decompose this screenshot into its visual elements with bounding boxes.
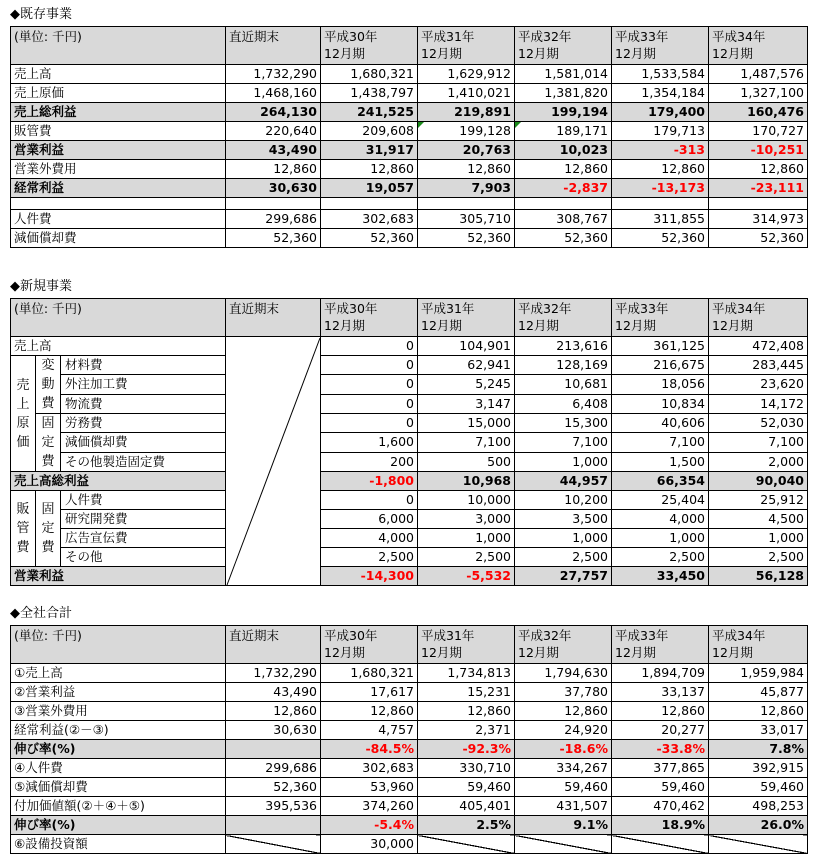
value-cell: 10,000 — [418, 491, 515, 510]
value-cell: 405,401 — [418, 797, 515, 816]
table-row — [11, 414, 808, 433]
value-cell: 25,912 — [709, 491, 808, 510]
value-cell: 0 — [321, 414, 418, 433]
row-label: 営業利益 — [11, 567, 226, 586]
value-cell: 19,057 — [321, 179, 418, 198]
value-cell: -33.8% — [612, 740, 709, 759]
value-cell: 1,600 — [321, 433, 418, 452]
value-cell: -1,800 — [321, 472, 418, 491]
table-row — [11, 721, 808, 740]
column-header: 平成32年 12月期 — [515, 27, 612, 65]
value-cell: 4,000 — [612, 510, 709, 529]
value-cell: 2,500 — [418, 548, 515, 567]
value-cell: 12,860 — [709, 160, 808, 179]
row-label: 人件費 — [11, 210, 226, 229]
value-cell: 2,371 — [418, 721, 515, 740]
value-cell: 10,968 — [418, 472, 515, 491]
value-cell: 33,017 — [709, 721, 808, 740]
table-row — [11, 529, 808, 548]
value-cell: 53,960 — [321, 778, 418, 797]
table-row — [11, 472, 808, 491]
value-cell: 52,360 — [612, 229, 709, 248]
unit-label: (単位: 千円) — [11, 299, 226, 337]
value-cell: 90,040 — [709, 472, 808, 491]
value-cell: 470,462 — [612, 797, 709, 816]
value-cell: 1,327,100 — [709, 84, 808, 103]
table-row — [11, 394, 808, 413]
value-cell: 1,680,321 — [321, 664, 418, 683]
value-cell: 59,460 — [418, 778, 515, 797]
value-cell: 305,710 — [418, 210, 515, 229]
variable-cost-label: 変動費 — [36, 356, 61, 414]
value-cell: 6,408 — [515, 394, 612, 413]
table-row — [11, 179, 808, 198]
value-cell — [612, 198, 709, 210]
value-cell: 128,169 — [515, 356, 612, 375]
value-cell: 52,360 — [709, 229, 808, 248]
value-cell: 26.0% — [709, 816, 808, 835]
value-cell — [418, 198, 515, 210]
value-cell: 0 — [321, 375, 418, 394]
value-cell: 361,125 — [612, 337, 709, 356]
value-cell: 219,891 — [418, 103, 515, 122]
value-cell: 1,410,021 — [418, 84, 515, 103]
slashed-cell — [226, 835, 321, 854]
value-cell: 498,253 — [709, 797, 808, 816]
value-cell: 1,468,160 — [226, 84, 321, 103]
table-row — [11, 778, 808, 797]
column-header: 平成31年 12月期 — [418, 299, 515, 337]
value-cell: 299,686 — [226, 210, 321, 229]
value-cell: 10,200 — [515, 491, 612, 510]
value-cell: 189,171 — [515, 122, 612, 141]
row-label: 人件費 — [61, 491, 226, 510]
column-header: 平成32年 12月期 — [515, 626, 612, 664]
row-label: 販管費 — [11, 122, 226, 141]
value-cell: 31,917 — [321, 141, 418, 160]
row-label: 減価償却費 — [11, 229, 226, 248]
value-cell: 12,860 — [612, 160, 709, 179]
row-label: 伸び率(%) — [11, 816, 226, 835]
value-cell: 241,525 — [321, 103, 418, 122]
value-cell: 52,360 — [321, 229, 418, 248]
table-row — [11, 229, 808, 248]
table-row — [11, 198, 808, 210]
table-row — [11, 835, 808, 854]
value-cell: 10,023 — [515, 141, 612, 160]
value-cell: 1,894,709 — [612, 664, 709, 683]
value-cell: -5,532 — [418, 567, 515, 586]
value-cell: 199,128 — [418, 122, 515, 141]
total-section-title: ◆全社合計 — [10, 606, 72, 621]
column-header: 直近期末 — [226, 626, 321, 664]
column-header: 平成31年 12月期 — [418, 626, 515, 664]
table-row — [11, 452, 808, 471]
table-row — [11, 337, 808, 356]
value-cell: 7,903 — [418, 179, 515, 198]
value-cell: -23,111 — [709, 179, 808, 198]
value-cell: 1,000 — [515, 529, 612, 548]
company-total-table — [10, 625, 808, 854]
value-cell — [321, 198, 418, 210]
value-cell: 0 — [321, 356, 418, 375]
value-cell: 7,100 — [612, 433, 709, 452]
value-cell: 12,860 — [226, 160, 321, 179]
value-cell: 170,727 — [709, 122, 808, 141]
table-row — [11, 491, 808, 510]
value-cell: 0 — [321, 491, 418, 510]
value-cell — [226, 198, 321, 210]
header-row — [11, 626, 808, 664]
row-label: ②営業利益 — [11, 683, 226, 702]
value-cell: 302,683 — [321, 759, 418, 778]
slashed-cell — [226, 816, 321, 835]
value-cell: 30,630 — [226, 721, 321, 740]
value-cell: 1,734,813 — [418, 664, 515, 683]
slashed-cell — [515, 835, 612, 854]
slashed-cell — [709, 835, 808, 854]
value-cell: 1,794,630 — [515, 664, 612, 683]
existing-section-title: ◆既存事業 — [10, 7, 72, 22]
column-header: 平成34年 12月期 — [709, 626, 808, 664]
value-cell: 12,860 — [612, 702, 709, 721]
value-cell: 4,500 — [709, 510, 808, 529]
value-cell: 40,606 — [612, 414, 709, 433]
value-cell: 15,300 — [515, 414, 612, 433]
table-row — [11, 510, 808, 529]
row-label: 物流費 — [61, 394, 226, 413]
value-cell — [709, 198, 808, 210]
row-label: 伸び率(%) — [11, 740, 226, 759]
value-cell: 1,629,912 — [418, 65, 515, 84]
value-cell: 20,763 — [418, 141, 515, 160]
value-cell: 1,438,797 — [321, 84, 418, 103]
sga-group-label: 販管費 — [11, 491, 36, 567]
column-header: 平成33年 12月期 — [612, 27, 709, 65]
value-cell: 12,860 — [709, 702, 808, 721]
table-row — [11, 160, 808, 179]
value-cell: 1,487,576 — [709, 65, 808, 84]
value-cell: -10,251 — [709, 141, 808, 160]
row-label: 売上高 — [11, 65, 226, 84]
value-cell: 1,000 — [515, 452, 612, 471]
value-cell: 52,360 — [515, 229, 612, 248]
value-cell: -2,837 — [515, 179, 612, 198]
value-cell: 62,941 — [418, 356, 515, 375]
value-cell: 7.8% — [709, 740, 808, 759]
value-cell: 431,507 — [515, 797, 612, 816]
value-cell: 45,877 — [709, 683, 808, 702]
value-cell: 33,137 — [612, 683, 709, 702]
value-cell: 1,732,290 — [226, 65, 321, 84]
value-cell: 6,000 — [321, 510, 418, 529]
table-row — [11, 664, 808, 683]
table-row — [11, 683, 808, 702]
table-row — [11, 141, 808, 160]
header-row — [11, 27, 808, 65]
row-label: 売上高 — [11, 337, 226, 356]
value-cell: 1,581,014 — [515, 65, 612, 84]
table-row — [11, 797, 808, 816]
value-cell: -14,300 — [321, 567, 418, 586]
value-cell: 52,360 — [418, 229, 515, 248]
row-label — [11, 198, 226, 210]
value-cell: 12,860 — [321, 160, 418, 179]
value-cell: 377,865 — [612, 759, 709, 778]
value-cell: -18.6% — [515, 740, 612, 759]
value-cell: 0 — [321, 337, 418, 356]
column-header: 直近期末 — [226, 299, 321, 337]
value-cell: 52,030 — [709, 414, 808, 433]
value-cell: 311,855 — [612, 210, 709, 229]
value-cell: 209,608 — [321, 122, 418, 141]
row-label: 付加価値額(②＋④＋⑤) — [11, 797, 226, 816]
value-cell: -84.5% — [321, 740, 418, 759]
value-cell: 1,500 — [612, 452, 709, 471]
value-cell: 17,617 — [321, 683, 418, 702]
value-cell: 302,683 — [321, 210, 418, 229]
row-label: 経常利益 — [11, 179, 226, 198]
value-cell: 472,408 — [709, 337, 808, 356]
table-row — [11, 702, 808, 721]
table-row — [11, 103, 808, 122]
value-cell: 1,381,820 — [515, 84, 612, 103]
value-cell: 4,757 — [321, 721, 418, 740]
new-business-table — [10, 298, 808, 586]
value-cell: 2,500 — [515, 548, 612, 567]
value-cell: 104,901 — [418, 337, 515, 356]
value-cell: 0 — [321, 394, 418, 413]
value-cell: 7,100 — [709, 433, 808, 452]
slashed-cell — [226, 740, 321, 759]
row-label: ⑥設備投資額 — [11, 835, 226, 854]
value-cell: -5.4% — [321, 816, 418, 835]
value-cell: 12,860 — [418, 702, 515, 721]
row-label: ⑤減価償却費 — [11, 778, 226, 797]
value-cell: 20,277 — [612, 721, 709, 740]
value-cell: 12,860 — [515, 160, 612, 179]
blank-cell — [226, 337, 321, 586]
value-cell: 66,354 — [612, 472, 709, 491]
value-cell: 59,460 — [709, 778, 808, 797]
value-cell: 43,490 — [226, 683, 321, 702]
row-label: 外注加工費 — [61, 375, 226, 394]
table-row — [11, 433, 808, 452]
row-label: 研究開発費 — [61, 510, 226, 529]
value-cell: 18,056 — [612, 375, 709, 394]
table-row — [11, 816, 808, 835]
sga-fixed-label: 固定費 — [36, 491, 61, 567]
value-cell: 2,500 — [612, 548, 709, 567]
unit-label: (単位: 千円) — [11, 626, 226, 664]
row-label: 経常利益(②－③) — [11, 721, 226, 740]
row-label: 減価償却費 — [61, 433, 226, 452]
value-cell: 3,147 — [418, 394, 515, 413]
value-cell: 160,476 — [709, 103, 808, 122]
value-cell — [515, 198, 612, 210]
value-cell: 14,172 — [709, 394, 808, 413]
value-cell: 5,245 — [418, 375, 515, 394]
table-row — [11, 375, 808, 394]
value-cell: 9.1% — [515, 816, 612, 835]
value-cell: 59,460 — [612, 778, 709, 797]
table-row — [11, 548, 808, 567]
value-cell: 500 — [418, 452, 515, 471]
row-label: 売上高総利益 — [11, 472, 226, 491]
row-label: その他 — [61, 548, 226, 567]
value-cell: 7,100 — [418, 433, 515, 452]
row-label: 材料費 — [61, 356, 226, 375]
value-cell: -92.3% — [418, 740, 515, 759]
column-header: 平成34年 12月期 — [709, 299, 808, 337]
value-cell: -13,173 — [612, 179, 709, 198]
table-row — [11, 65, 808, 84]
column-header: 平成33年 12月期 — [612, 299, 709, 337]
value-cell: 1,959,984 — [709, 664, 808, 683]
slashed-cell — [612, 835, 709, 854]
table-row — [11, 210, 808, 229]
value-cell: 200 — [321, 452, 418, 471]
value-cell: 12,860 — [226, 702, 321, 721]
value-cell: 27,757 — [515, 567, 612, 586]
table-row — [11, 759, 808, 778]
value-cell: 37,780 — [515, 683, 612, 702]
column-header: 平成33年 12月期 — [612, 626, 709, 664]
value-cell: 12,860 — [515, 702, 612, 721]
row-label: 広告宣伝費 — [61, 529, 226, 548]
value-cell: 15,000 — [418, 414, 515, 433]
value-cell: 1,680,321 — [321, 65, 418, 84]
column-header: 平成31年 12月期 — [418, 27, 515, 65]
value-cell: 395,536 — [226, 797, 321, 816]
value-cell: 1,354,184 — [612, 84, 709, 103]
value-cell: 30,630 — [226, 179, 321, 198]
value-cell: 1,732,290 — [226, 664, 321, 683]
column-header: 直近期末 — [226, 27, 321, 65]
value-cell: -313 — [612, 141, 709, 160]
table-row — [11, 356, 808, 375]
row-label: 労務費 — [61, 414, 226, 433]
value-cell: 216,675 — [612, 356, 709, 375]
header-row — [11, 299, 808, 337]
column-header: 平成32年 12月期 — [515, 299, 612, 337]
column-header: 平成30年 12月期 — [321, 27, 418, 65]
value-cell: 52,360 — [226, 229, 321, 248]
value-cell: 10,834 — [612, 394, 709, 413]
row-label: ①売上高 — [11, 664, 226, 683]
value-cell: 199,194 — [515, 103, 612, 122]
value-cell: 1,000 — [709, 529, 808, 548]
value-cell: 7,100 — [515, 433, 612, 452]
value-cell: 314,973 — [709, 210, 808, 229]
table-row — [11, 122, 808, 141]
value-cell: 1,000 — [612, 529, 709, 548]
column-header: 平成30年 12月期 — [321, 626, 418, 664]
value-cell: 3,000 — [418, 510, 515, 529]
value-cell: 299,686 — [226, 759, 321, 778]
column-header: 平成34年 12月期 — [709, 27, 808, 65]
row-label: 売上総利益 — [11, 103, 226, 122]
value-cell: 12,860 — [321, 702, 418, 721]
value-cell: 33,450 — [612, 567, 709, 586]
fixed-cost-label: 固定費 — [36, 414, 61, 472]
value-cell: 25,404 — [612, 491, 709, 510]
value-cell: 392,915 — [709, 759, 808, 778]
value-cell: 308,767 — [515, 210, 612, 229]
new-section-title: ◆新規事業 — [10, 279, 72, 294]
value-cell: 52,360 — [226, 778, 321, 797]
existing-business-table — [10, 26, 808, 248]
value-cell: 330,710 — [418, 759, 515, 778]
row-label: 営業利益 — [11, 141, 226, 160]
value-cell: 213,616 — [515, 337, 612, 356]
value-cell: 2,500 — [709, 548, 808, 567]
value-cell: 44,957 — [515, 472, 612, 491]
value-cell: 43,490 — [226, 141, 321, 160]
value-cell: 179,400 — [612, 103, 709, 122]
value-cell: 10,681 — [515, 375, 612, 394]
slashed-cell — [418, 835, 515, 854]
table-row — [11, 84, 808, 103]
value-cell: 2,000 — [709, 452, 808, 471]
value-cell: 179,713 — [612, 122, 709, 141]
table-row — [11, 567, 808, 586]
table-row — [11, 740, 808, 759]
value-cell: 59,460 — [515, 778, 612, 797]
value-cell: 374,260 — [321, 797, 418, 816]
value-cell: 3,500 — [515, 510, 612, 529]
value-cell: 1,000 — [418, 529, 515, 548]
column-header: 平成30年 12月期 — [321, 299, 418, 337]
row-label: ③営業外費用 — [11, 702, 226, 721]
value-cell: 24,920 — [515, 721, 612, 740]
value-cell: 30,000 — [321, 835, 418, 854]
value-cell: 334,267 — [515, 759, 612, 778]
value-cell: 15,231 — [418, 683, 515, 702]
value-cell: 220,640 — [226, 122, 321, 141]
row-label: 営業外費用 — [11, 160, 226, 179]
value-cell: 23,620 — [709, 375, 808, 394]
row-label: ④人件費 — [11, 759, 226, 778]
value-cell: 2,500 — [321, 548, 418, 567]
value-cell: 283,445 — [709, 356, 808, 375]
row-label: その他製造固定費 — [61, 452, 226, 471]
value-cell: 264,130 — [226, 103, 321, 122]
value-cell: 56,128 — [709, 567, 808, 586]
value-cell: 2.5% — [418, 816, 515, 835]
cogs-group-label: 売上原価 — [11, 356, 36, 472]
value-cell: 1,533,584 — [612, 65, 709, 84]
value-cell: 4,000 — [321, 529, 418, 548]
value-cell: 18.9% — [612, 816, 709, 835]
value-cell: 12,860 — [418, 160, 515, 179]
unit-label: (単位: 千円) — [11, 27, 226, 65]
row-label: 売上原価 — [11, 84, 226, 103]
